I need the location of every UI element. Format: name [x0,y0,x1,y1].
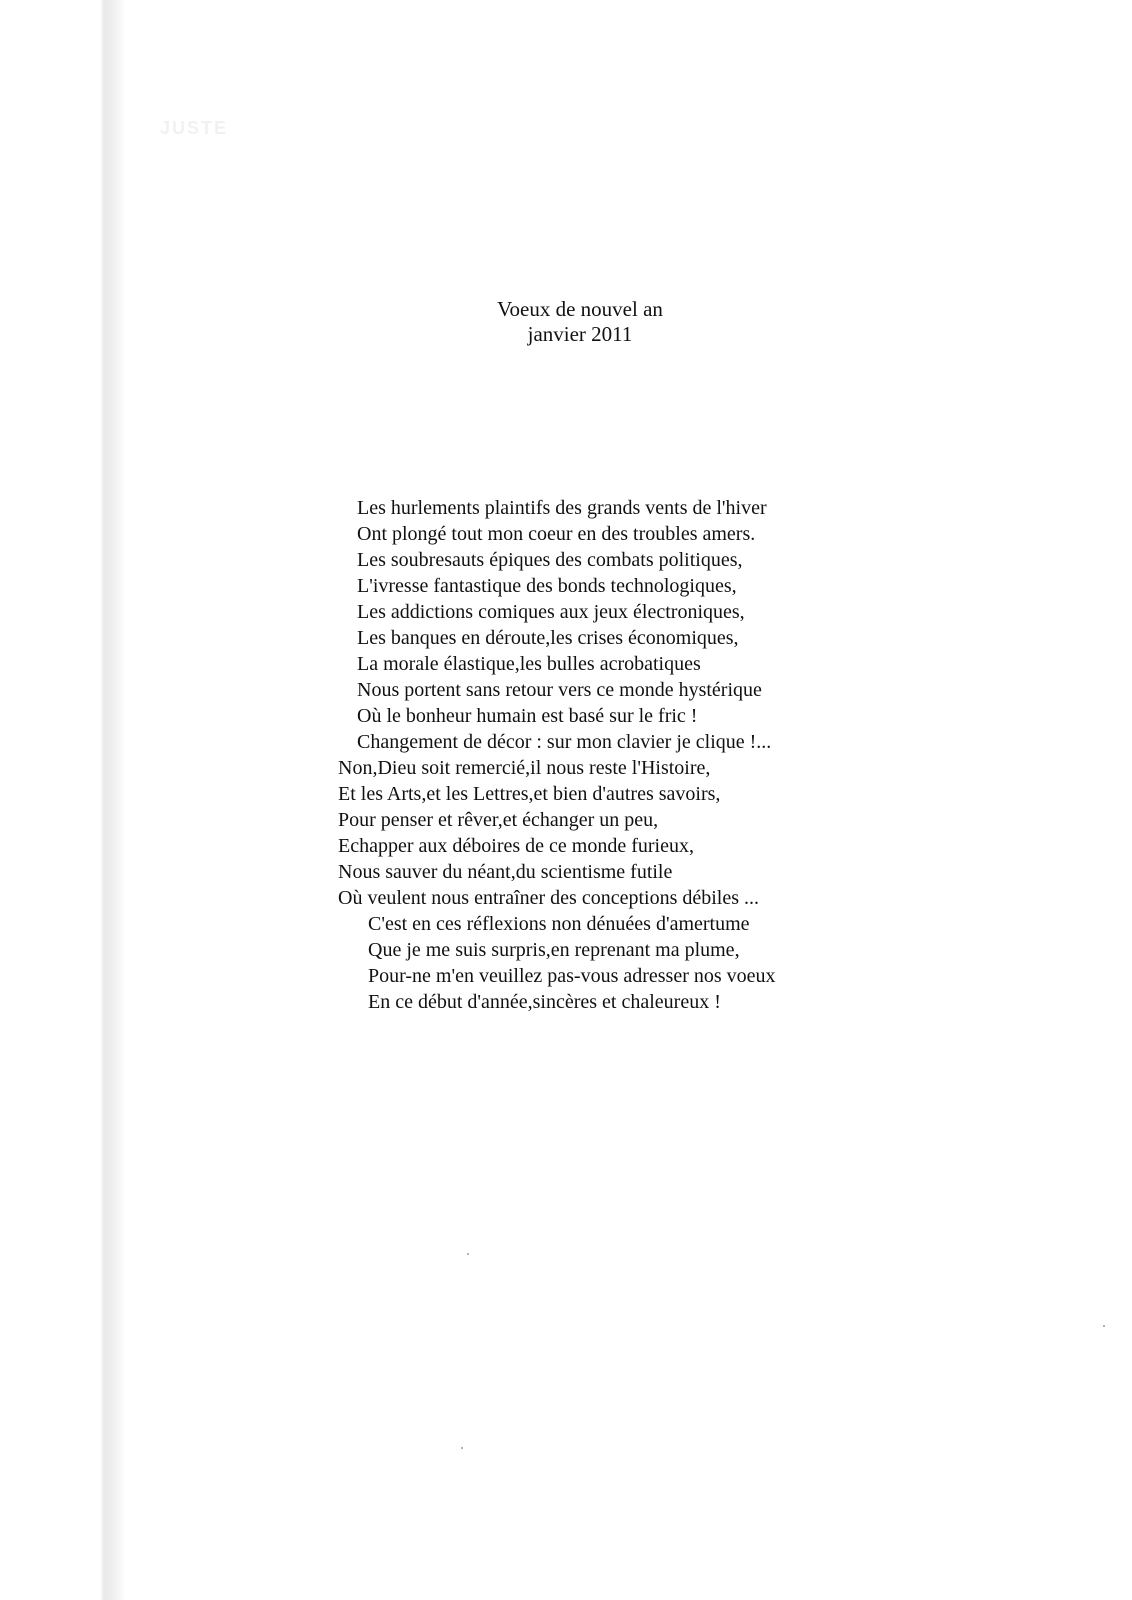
poem-line: Nous sauver du néant,du scientisme futile [338,861,673,883]
poem-line: Que je me suis surpris,en reprenant ma plume, [368,939,740,961]
poem-date: janvier 2011 [527,322,633,346]
poem-line: Echapper aux déboires de ce monde furieux, [338,835,694,857]
poem-line: La morale élastique,les bulles acrobatiques [357,653,701,675]
bleed-through-text: JUSTE [160,118,229,138]
poem-line: Pour-ne m'en veuillez pas-vous adresser nos voeux [368,965,776,987]
poem-line: Les addictions comiques aux jeux électroniques, [357,601,745,623]
poem-line: Changement de décor : sur mon clavier je clique !... [357,731,772,753]
poem-line: Les hurlements plaintifs des grands vents de l'hiver [357,497,767,519]
poem-line: Les banques en déroute,les crises économiques, [357,627,739,649]
poem-title: Voeux de nouvel an [497,297,663,321]
poem-line: Où veulent nous entraîner des conceptions débiles ... [338,887,759,909]
poem-line: Nous portent sans retour vers ce monde hystérique [357,679,762,701]
poem-line: Non,Dieu soit remercié,il nous reste l'Histoire, [338,757,711,779]
poem-line: Et les Arts,et les Lettres,et bien d'autres savoirs, [338,783,721,805]
poem-line: Pour penser et rêver,et échanger un peu, [338,809,659,831]
poem-line: Où le bonheur humain est basé sur le fric ! [357,705,698,727]
poem-line: C'est en ces réflexions non dénuées d'amertume [368,913,750,935]
scan-speck [461,1447,463,1449]
poem-line: Les soubresauts épiques des combats politiques, [357,549,743,571]
scan-speck [467,1253,469,1255]
poem-line: L'ivresse fantastique des bonds technologiques, [357,575,737,597]
scan-speck [1103,1325,1105,1327]
poem-line: En ce début d'année,sincères et chaleureux ! [368,991,721,1013]
poem-line: Ont plongé tout mon coeur en des troubles amers. [357,523,756,545]
